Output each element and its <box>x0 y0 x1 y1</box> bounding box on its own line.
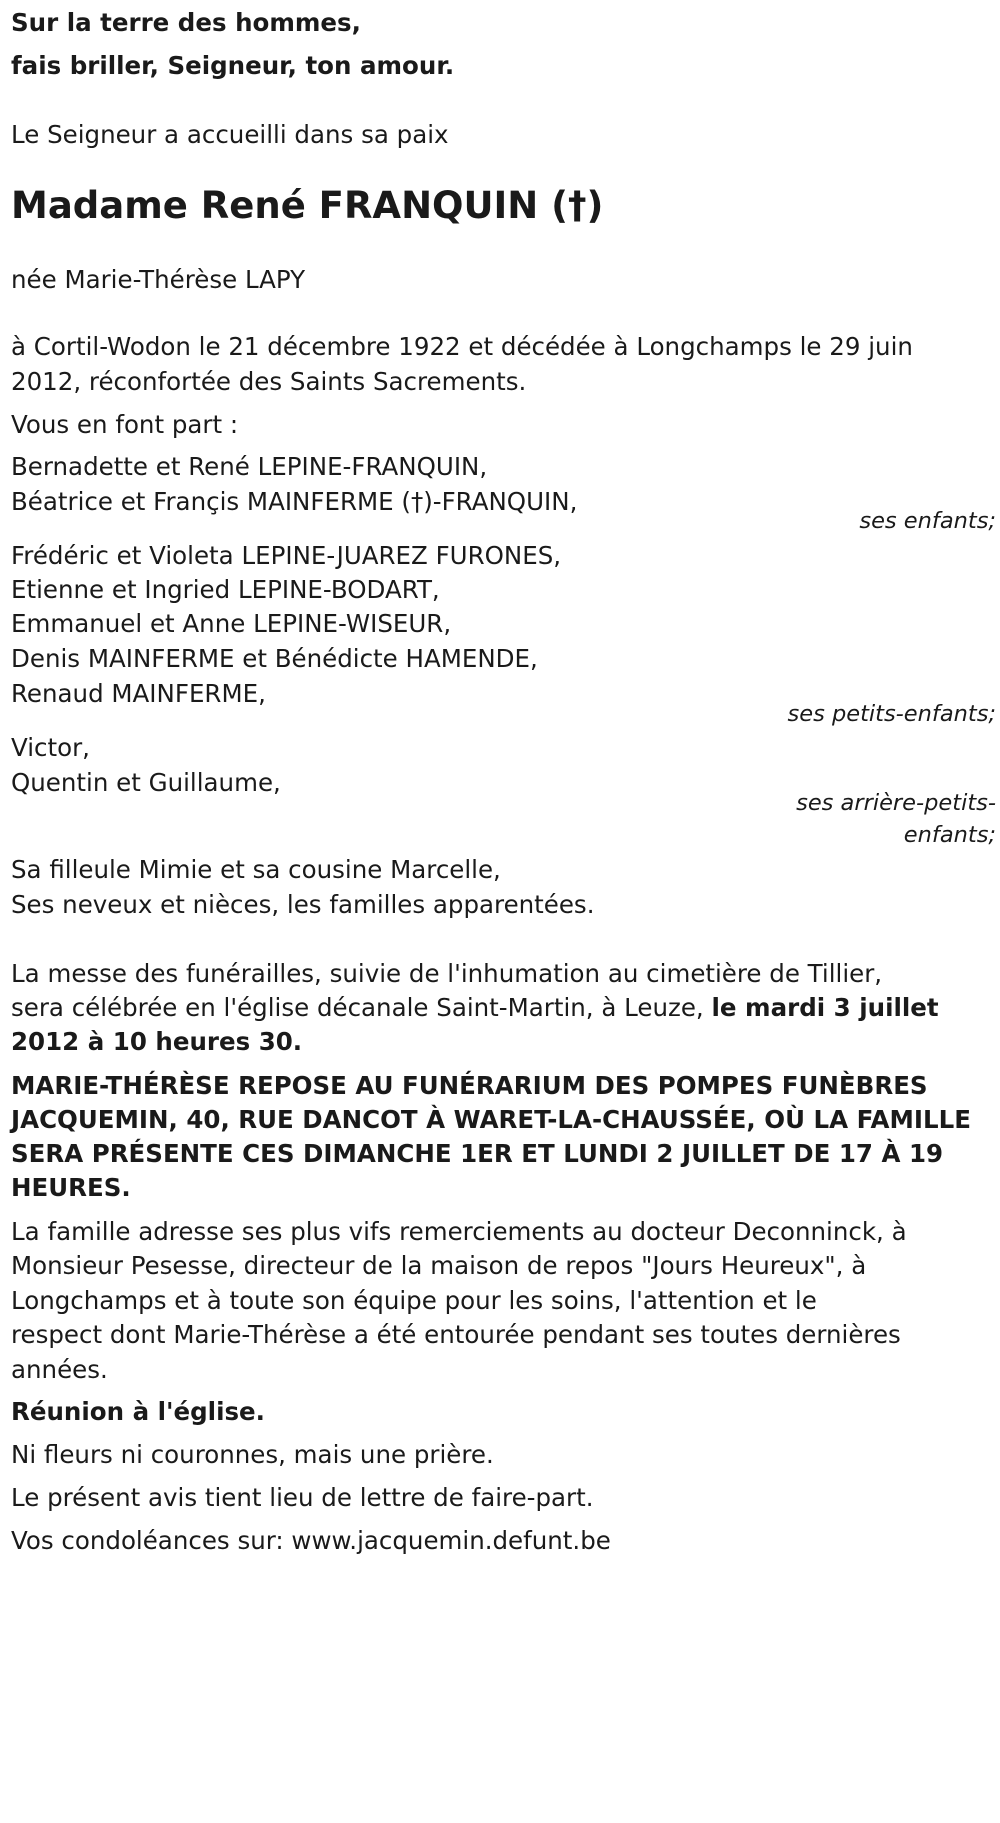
funeral-line-1: La messe des funérailles, suivie de l'inhumation au cimetière de Tillier, <box>11 959 883 988</box>
thanks-line-3: Longchamps et à toute son équipe pour les soins, l'attention et le <box>11 1286 817 1315</box>
grandchild-1: Frédéric et Violeta LEPINE-JUAREZ FURONES, <box>11 541 562 570</box>
thanks-line-1: La famille adresse ses plus vifs remerciements au docteur Deconninck, à <box>11 1217 907 1246</box>
flowers-note: Ni fleurs ni couronnes, mais une prière. <box>11 1440 494 1469</box>
funeral-line-2-text: sera célébrée en l'église décanale Saint-Martin, à Leuze, <box>11 993 712 1022</box>
child-1: Bernadette et René LEPINE-FRANQUIN, <box>11 452 488 481</box>
dates-line-1: à Cortil-Wodon le 21 décembre 1922 et décédée à Longchamps le 29 juin <box>11 332 913 361</box>
great-grandchild-1: Victor, <box>11 733 90 762</box>
child-2: Béatrice et Françis MAINFERME (†)-FRANQUIN, <box>11 487 578 516</box>
funeral-line-2 <box>11 993 939 1022</box>
condolences-note: Vos condoléances sur: www.jacquemin.defunt.be <box>11 1526 611 1555</box>
grandchild-3: Emmanuel et Anne LEPINE-WISEUR, <box>11 609 452 638</box>
repose-line-1: MARIE-THÉRÈSE REPOSE AU FUNÉRARIUM DES POMPES FUNÈBRES <box>11 1071 928 1100</box>
born-name: née Marie-Thérèse LAPY <box>11 265 306 294</box>
intro-text: Le Seigneur a accueilli dans sa paix <box>11 120 449 149</box>
thanks-line-4: respect dont Marie-Thérèse a été entourée pendant ses toutes dernières <box>11 1320 901 1349</box>
funeral-time: 2012 à 10 heures 30. <box>11 1027 303 1056</box>
announce-text: Vous en font part : <box>11 410 239 439</box>
grandchild-5: Renaud MAINFERME, <box>11 679 266 708</box>
great-grandchildren-label-1: ses arrière-petits- <box>796 790 996 816</box>
thanks-line-5: années. <box>11 1355 108 1384</box>
repose-line-2: JACQUEMIN, 40, RUE DANCOT À WARET-LA-CHAUSSÉE, OÙ LA FAMILLE <box>11 1105 971 1134</box>
notice-note: Le présent avis tient lieu de lettre de faire-part. <box>11 1483 594 1512</box>
thanks-line-2: Monsieur Pesesse, directeur de la maison de repos "Jours Heureux", à <box>11 1251 867 1280</box>
meeting-note: Réunion à l'église. <box>11 1397 265 1426</box>
hymn-line-2: fais briller, Seigneur, ton amour. <box>11 51 455 80</box>
great-grandchildren-label-2: enfants; <box>903 822 996 848</box>
dates-line-2: 2012, réconfortée des Saints Sacrements. <box>11 367 527 396</box>
children-label: ses enfants; <box>859 508 996 534</box>
other-relatives-1: Sa filleule Mimie et sa cousine Marcelle, <box>11 855 501 884</box>
funeral-date: le mardi 3 juillet <box>711 993 939 1022</box>
other-relatives-2: Ses neveux et nièces, les familles apparentées. <box>11 890 595 919</box>
grandchildren-label: ses petits-enfants; <box>787 701 996 727</box>
repose-line-3: SERA PRÉSENTE CES DIMANCHE 1ER ET LUNDI 2 JUILLET DE 17 À 19 <box>11 1139 944 1168</box>
hymn-line-1: Sur la terre des hommes, <box>11 8 361 37</box>
grandchild-2: Etienne et Ingried LEPINE-BODART, <box>11 575 440 604</box>
great-grandchild-2: Quentin et Guillaume, <box>11 768 281 797</box>
deceased-name: Madame René FRANQUIN (†) <box>11 184 604 227</box>
grandchild-4: Denis MAINFERME et Bénédicte HAMENDE, <box>11 644 538 673</box>
repose-line-4: HEURES. <box>11 1173 131 1202</box>
